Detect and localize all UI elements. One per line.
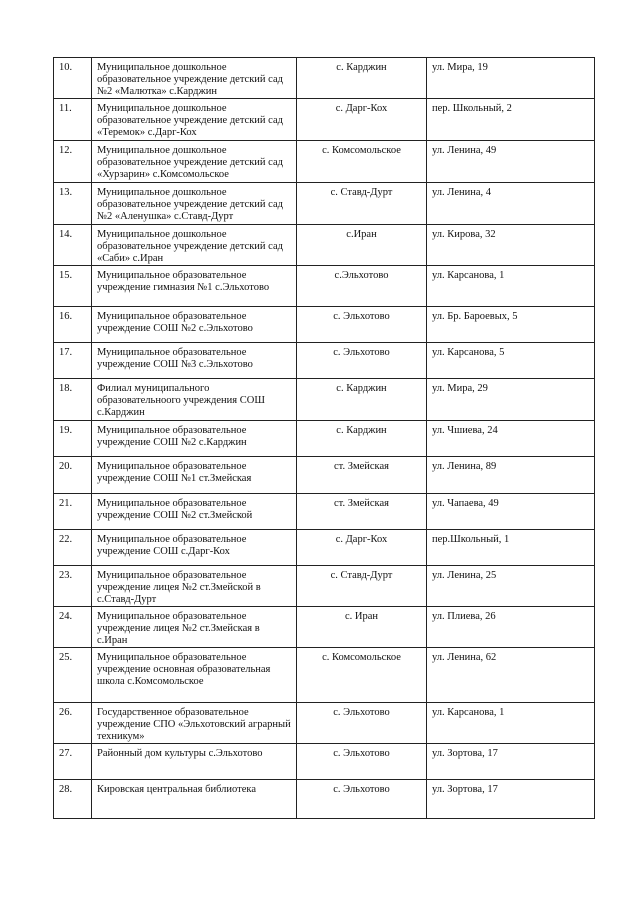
institution-name-cell: Муниципальное образовательное учреждение СОШ №2 с.Эльхотово [92,307,297,343]
table-row [54,607,595,648]
institution-name-cell: Муниципальное дошкольное образовательное учреждение детский сад «Саби» с.Иран [92,225,297,266]
locality-cell: с. Эльхотово [297,744,427,780]
institution-name-cell: Муниципальное образовательное учреждение СОШ №3 с.Эльхотово [92,343,297,379]
locality-cell: с. Комсомольское [297,141,427,183]
institution-name-cell: Муниципальное образовательное учреждение гимназия №1 с.Эльхотово [92,266,297,307]
address-cell: ул. Чапаева, 49 [427,494,595,530]
address-cell: ул. Кирова, 32 [427,225,595,266]
table-row [54,566,595,607]
address-cell: ул. Мира, 29 [427,379,595,421]
table-body [54,58,595,819]
locality-cell: с. Эльхотово [297,703,427,744]
row-number-cell: 13. [54,183,92,225]
locality-cell: с. Эльхотово [297,343,427,379]
row-number-cell: 21. [54,494,92,530]
locality-cell: с. Комсомольское [297,648,427,703]
locality-cell: с.Иран [297,225,427,266]
row-number-cell: 28. [54,780,92,819]
row-number-cell: 12. [54,141,92,183]
institution-name-cell: Муниципальное дошкольное образовательное учреждение детский сад №2 «Аленушка» с.Ставд-Дурт [92,183,297,225]
institution-name-cell: Районный дом культуры с.Эльхотово [92,744,297,780]
table-row [54,648,595,703]
row-number-cell: 22. [54,530,92,566]
row-number-cell: 19. [54,421,92,457]
table-row [54,379,595,421]
institutions-table [53,57,595,819]
locality-cell: с. Карджин [297,421,427,457]
row-number-cell: 25. [54,648,92,703]
address-cell: пер. Школьный, 2 [427,99,595,141]
institution-name-cell: Муниципальное дошкольное образовательное учреждение детский сад «Теремок» с.Дарг-Кох [92,99,297,141]
address-cell: ул. Ленина, 62 [427,648,595,703]
institution-name-cell: Муниципальное дошкольное образовательное учреждение детский сад «Хурзарин» с.Комсомольское [92,141,297,183]
institution-name-cell: Муниципальное образовательное учреждение лицея №2 ст.Змейская в с.Иран [92,607,297,648]
institution-name-cell: Муниципальное образовательное учреждение СОШ с.Дарг-Кох [92,530,297,566]
locality-cell: с. Иран [297,607,427,648]
table-row [54,421,595,457]
institution-name-cell: Муниципальное образовательное учреждение СОШ №2 ст.Змейской [92,494,297,530]
locality-cell: с. Эльхотово [297,307,427,343]
table-row [54,343,595,379]
locality-cell: с. Ставд-Дурт [297,566,427,607]
institution-name-cell: Муниципальное образовательное учреждение СОШ №2 с.Карджин [92,421,297,457]
row-number-cell: 10. [54,58,92,99]
row-number-cell: 20. [54,457,92,494]
address-cell: ул. Карсанова, 5 [427,343,595,379]
locality-cell: с.Эльхотово [297,266,427,307]
address-cell: ул. Бр. Бароевых, 5 [427,307,595,343]
locality-cell: ст. Змейская [297,494,427,530]
locality-cell: с. Ставд-Дурт [297,183,427,225]
institution-name-cell: Муниципальное дошкольное образовательное учреждение детский сад №2 «Малютка» с.Карджин [92,58,297,99]
locality-cell: с. Дарг-Кох [297,530,427,566]
table-row [54,99,595,141]
table-row [54,58,595,99]
address-cell: ул. Ленина, 25 [427,566,595,607]
address-cell: ул. Ленина, 4 [427,183,595,225]
row-number-cell: 17. [54,343,92,379]
table-row [54,307,595,343]
table-row [54,703,595,744]
locality-cell: с. Дарг-Кох [297,99,427,141]
institution-name-cell: Муниципальное образовательное учреждение основная образовательная школа с.Комсомольское [92,648,297,703]
table-row [54,530,595,566]
table-row [54,183,595,225]
row-number-cell: 18. [54,379,92,421]
address-cell: ул. Зортова, 17 [427,780,595,819]
row-number-cell: 23. [54,566,92,607]
address-cell: ул. Карсанова, 1 [427,266,595,307]
table-row [54,780,595,819]
address-cell: ул. Плиева, 26 [427,607,595,648]
locality-cell: с. Карджин [297,58,427,99]
institution-name-cell: Муниципальное образовательное учреждение СОШ №1 ст.Змейская [92,457,297,494]
institution-name-cell: Муниципальное образовательное учреждение лицея №2 ст.Змейской в с.Ставд-Дурт [92,566,297,607]
row-number-cell: 16. [54,307,92,343]
locality-cell: ст. Змейская [297,457,427,494]
address-cell: ул. Ленина, 49 [427,141,595,183]
locality-cell: с. Карджин [297,379,427,421]
table-row [54,141,595,183]
address-cell: ул. Чшиева, 24 [427,421,595,457]
table-row [54,744,595,780]
locality-cell: с. Эльхотово [297,780,427,819]
address-cell: ул. Зортова, 17 [427,744,595,780]
table-row [54,266,595,307]
row-number-cell: 26. [54,703,92,744]
table-row [54,225,595,266]
row-number-cell: 15. [54,266,92,307]
row-number-cell: 14. [54,225,92,266]
address-cell: ул. Ленина, 89 [427,457,595,494]
table-row [54,457,595,494]
row-number-cell: 27. [54,744,92,780]
address-cell: ул. Карсанова, 1 [427,703,595,744]
institution-name-cell: Кировская центральная библиотека [92,780,297,819]
row-number-cell: 11. [54,99,92,141]
institution-name-cell: Филиал муниципального образовательноого учреждения СОШ с.Карджин [92,379,297,421]
row-number-cell: 24. [54,607,92,648]
address-cell: ул. Мира, 19 [427,58,595,99]
institution-name-cell: Государственное образовательное учреждение СПО «Эльхотовский аграрный техникум» [92,703,297,744]
address-cell: пер.Школьный, 1 [427,530,595,566]
table-row [54,494,595,530]
